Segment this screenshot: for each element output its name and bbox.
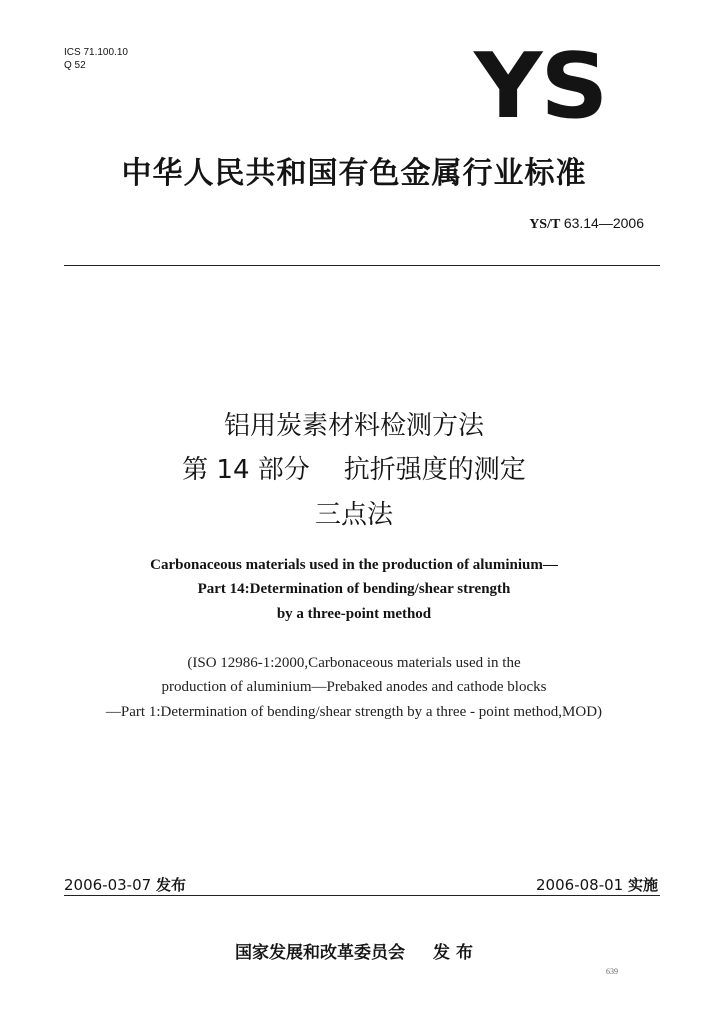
issue-date-value: 2006-03-07	[64, 876, 152, 894]
standard-code	[529, 215, 644, 233]
implementation-date-label: 实施	[627, 876, 658, 894]
bottom-divider	[64, 895, 660, 896]
issue-date-label: 发布	[155, 876, 186, 894]
implementation-date-value: 2006-08-01	[536, 876, 624, 894]
iso-reference-line3: —Part 1:Determination of bending/shear strength by a three - point method,MOD)	[105, 704, 603, 720]
top-divider	[64, 265, 660, 266]
iso-reference-line2: production of aluminium—Prebaked anodes and cathode blocks	[161, 679, 547, 695]
publisher-name: 国家发展和改革委员会	[235, 943, 406, 963]
publisher-action: 发 布	[433, 943, 473, 963]
standard-category-title: 中华人民共和国有色金属行业标准	[121, 156, 587, 191]
chinese-title-part: 第 14 部分	[182, 455, 310, 485]
chinese-title-line1: 铝用炭素材料检测方法	[223, 411, 484, 441]
page-number: 639	[606, 967, 618, 976]
chinese-title-subject: 抗折强度的测定	[343, 455, 526, 485]
chinese-title-line2	[0, 449, 708, 486]
ys-logo: YS	[474, 34, 607, 139]
standard-code-prefix: YS/T	[529, 217, 561, 232]
ics-code: ICS 71.100.10	[64, 47, 128, 58]
ccs-code: Q 52	[64, 60, 86, 71]
iso-reference-line1: (ISO 12986-1:2000,Carbonaceous materials used in the	[187, 655, 521, 671]
chinese-title-line3: 三点法	[314, 500, 393, 530]
issue-date	[64, 874, 186, 895]
english-title-line1: Carbonaceous materials used in the production of aluminium—	[150, 557, 558, 573]
classification-codes	[64, 46, 128, 72]
english-title-line2: Part 14:Determination of bending/shear strength	[197, 581, 511, 597]
standard-code-number: 63.14—2006	[563, 215, 644, 231]
english-title-line3: by a three-point method	[276, 606, 432, 622]
publisher	[0, 938, 708, 963]
implementation-date	[536, 874, 658, 895]
